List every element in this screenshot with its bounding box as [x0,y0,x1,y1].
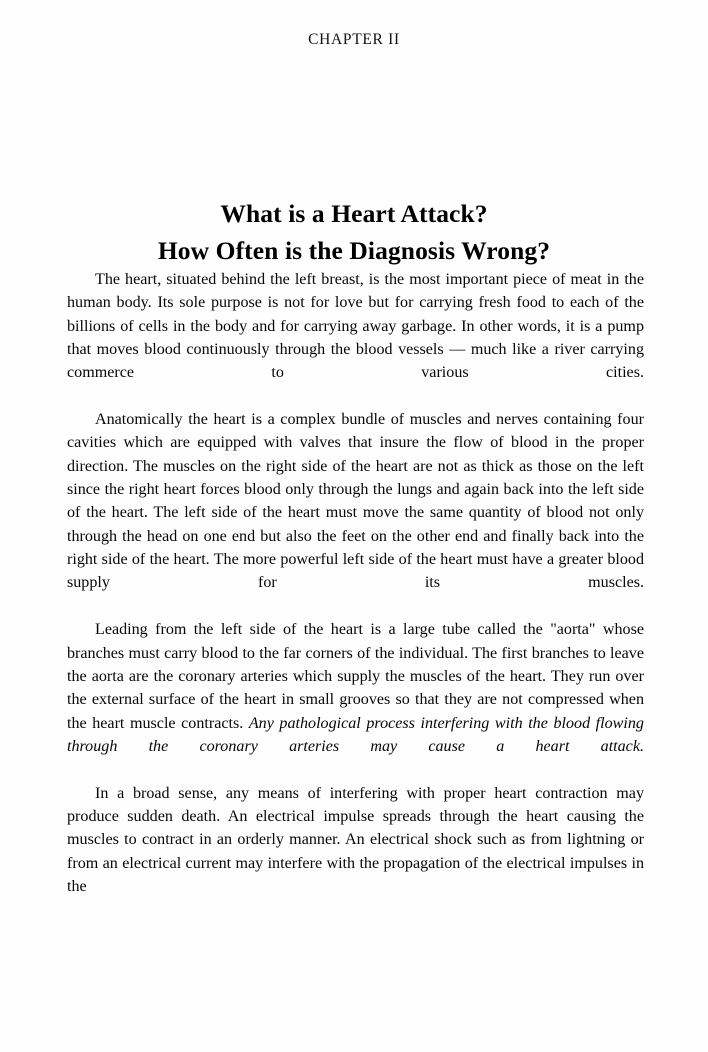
page-title-line-1: What is a Heart Attack? [220,199,488,229]
page-title [0,195,708,269]
body-paragraph [67,618,644,781]
body-text-column [67,268,644,898]
body-paragraph: The heart, situated behind the left breast, is the most important piece of meat in the human body. Its sole purpose is not for love but for carrying fresh food to each of the billions of cells in the body and for carrying away garbage. In other words, it is a pump that moves blood continuously through the blood vessels — much like a river carrying commerce to various cities. [67,271,644,382]
running-head-chapter: CHAPTER II [308,31,400,48]
body-paragraph: In a broad sense, any means of interfering with proper heart contraction may produce sudden death. An electrical impulse spreads through the heart causing the muscles to contract in an orderly manner. An electrical shock such as from lightning or from an electrical current may interfere with the propagation of the electrical impulses in the [67,784,644,895]
paragraph-roman-text: Leading from the left side of the heart is a large tube called the "aorta" whose branches must carry blood to the far corners of the individual. The first branches to leave the aorta are the coronary arteries which supply the muscles of the heart. They run over the external surface of the heart in small grooves so that they are not compressed when the heart muscle contracts. [67,621,644,732]
paragraph-italic-emphasis: Any pathological process interfering with the blood flowing through the coronary arteries may cause a heart attack. [67,714,644,755]
page-title-line-2: How Often is the Diagnosis Wrong? [157,236,551,266]
body-paragraph: Anatomically the heart is a complex bundle of muscles and nerves containing four cavities which are equipped with valves that insure the flow of blood in the proper direction. The muscles on the right side of the heart are not as thick as those on the left since the right heart forces blood only through the lungs and again back into the left side of the heart. The left side of the heart must move the same quantity of blood not only through the head on one end but also the feet on the other end and finally back into the right side of the heart. The more powerful left side of the heart must have a greater blood supply for its muscles. [67,411,644,592]
